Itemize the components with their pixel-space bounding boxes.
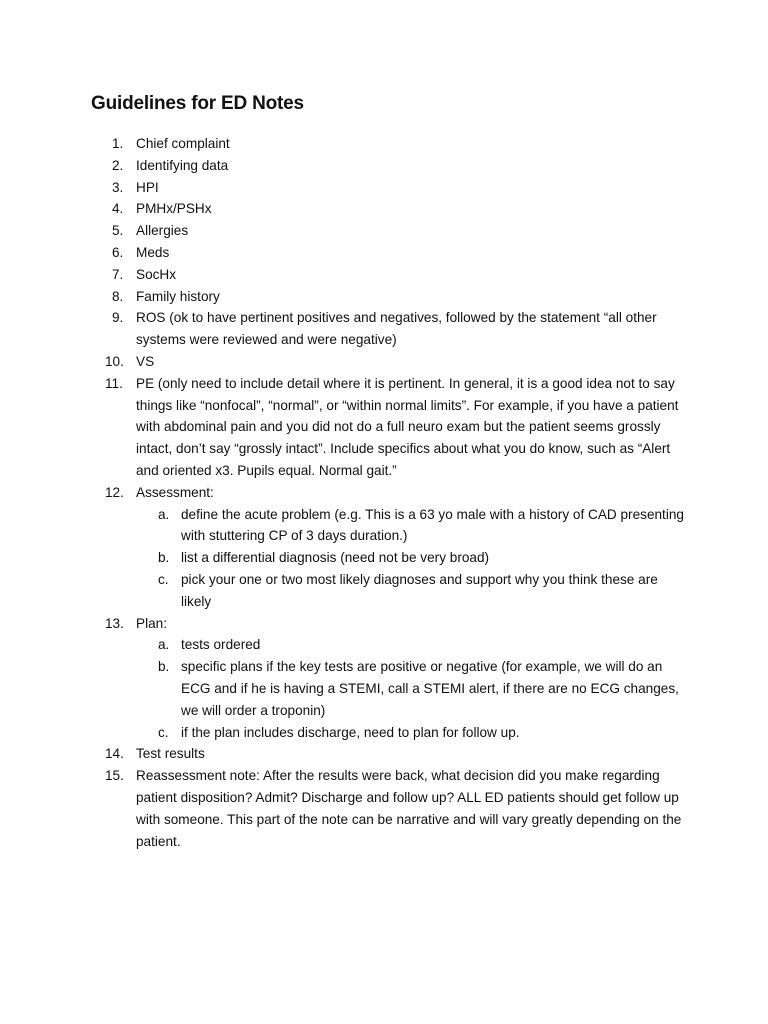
sublist-item-text: if the plan includes discharge, need to plan for follow up. bbox=[181, 724, 520, 740]
sublist-item bbox=[136, 634, 691, 656]
sublist-item-letter: a. bbox=[158, 637, 170, 653]
list-item-number: 4. bbox=[112, 201, 124, 217]
list-item bbox=[91, 155, 691, 177]
list-item bbox=[91, 373, 691, 482]
list-item bbox=[91, 177, 691, 199]
sublist-item-text: tests ordered bbox=[181, 637, 261, 653]
list-item bbox=[91, 242, 691, 264]
list-item bbox=[91, 743, 691, 765]
list-item-number: 7. bbox=[112, 266, 124, 282]
list-item bbox=[91, 307, 691, 351]
list-item-text: PE (only need to include detail where it is pertinent. In general, it is a good idea not to say things like “nonfocal”, “normal”, or “within normal limits”. For example, if you have a patient with abdominal pain and you did not do a full neuro exam but the patient seems grossly intact, don’t say “grossly intact”. Include specifics about what you do know, such as “Alert and oriented x3. Pupils equal. Normal gait.” bbox=[136, 375, 679, 478]
list-item-number: 12. bbox=[105, 484, 124, 500]
list-item-number: 6. bbox=[112, 244, 124, 260]
sublist-item-text: define the acute problem (e.g. This is a 63 yo male with a history of CAD presenting with stuttering CP of 3 days duration.) bbox=[181, 506, 684, 544]
list-item bbox=[91, 264, 691, 286]
list-item-number: 11. bbox=[105, 375, 123, 391]
sublist-item-text: pick your one or two most likely diagnoses and support why you think these are likely bbox=[181, 571, 658, 609]
list-item bbox=[91, 133, 691, 155]
assessment-sublist bbox=[136, 504, 691, 613]
list-item-number: 10. bbox=[105, 353, 124, 369]
list-item-text: Meds bbox=[136, 244, 170, 260]
sublist-item-letter: a. bbox=[158, 506, 170, 522]
list-item-number: 8. bbox=[112, 288, 124, 304]
sublist-item-text: specific plans if the key tests are positive or negative (for example, we will do an ECG and if he is having a STEMI, call a STEMI alert, if there are no ECG changes, we will order a troponin) bbox=[181, 659, 679, 718]
sublist-item-letter: b. bbox=[158, 550, 170, 566]
list-item-number: 9. bbox=[112, 310, 124, 326]
list-item-text: Allergies bbox=[136, 223, 189, 239]
list-item-number: 14. bbox=[105, 746, 124, 762]
plan-sublist bbox=[136, 634, 691, 743]
sublist-item-letter: b. bbox=[158, 659, 170, 675]
list-item-number: 13. bbox=[105, 615, 124, 631]
list-item-text: Identifying data bbox=[136, 157, 229, 173]
list-item-text: Plan: bbox=[136, 615, 167, 631]
sublist-item bbox=[136, 722, 691, 744]
guidelines-list bbox=[91, 133, 691, 852]
list-item bbox=[91, 613, 691, 744]
sublist-item-letter: c. bbox=[158, 571, 169, 587]
list-item-number: 15. bbox=[105, 768, 124, 784]
list-item-text: HPI bbox=[136, 179, 159, 195]
list-item bbox=[91, 765, 691, 852]
list-item-text: Test results bbox=[136, 746, 205, 762]
page-title: Guidelines for ED Notes bbox=[91, 93, 304, 114]
list-item bbox=[91, 286, 691, 308]
sublist-item-text: list a differential diagnosis (need not be very broad) bbox=[181, 550, 490, 566]
list-item-text: VS bbox=[136, 353, 155, 369]
list-item-text: ROS (ok to have pertinent positives and negatives, followed by the statement “all other systems were reviewed and were negative) bbox=[136, 310, 657, 348]
list-item-number: 3. bbox=[112, 179, 124, 195]
list-item bbox=[91, 482, 691, 613]
list-item-number: 1. bbox=[112, 136, 124, 151]
list-item-text: PMHx/PSHx bbox=[136, 201, 212, 217]
sublist-item-letter: c. bbox=[158, 724, 169, 740]
list-item-text: SocHx bbox=[136, 266, 177, 282]
sublist-item bbox=[136, 547, 691, 569]
list-item bbox=[91, 220, 691, 242]
list-item-number: 2. bbox=[112, 157, 124, 173]
list-item-text: Chief complaint bbox=[136, 136, 230, 151]
sublist-item bbox=[136, 504, 691, 548]
list-item-text: Reassessment note: After the results were back, what decision did you make regarding patient disposition? Admit? Discharge and follow up? ALL ED patients should get follow up with someone. This part of the note can be narrative and will vary greatly depending on the patient. bbox=[136, 768, 682, 849]
list-item bbox=[91, 198, 691, 220]
sublist-item bbox=[136, 569, 691, 613]
list-item-text: Assessment: bbox=[136, 484, 214, 500]
sublist-item bbox=[136, 656, 691, 721]
list-item bbox=[91, 351, 691, 373]
list-item-number: 5. bbox=[112, 223, 124, 239]
list-item-text: Family history bbox=[136, 288, 220, 304]
